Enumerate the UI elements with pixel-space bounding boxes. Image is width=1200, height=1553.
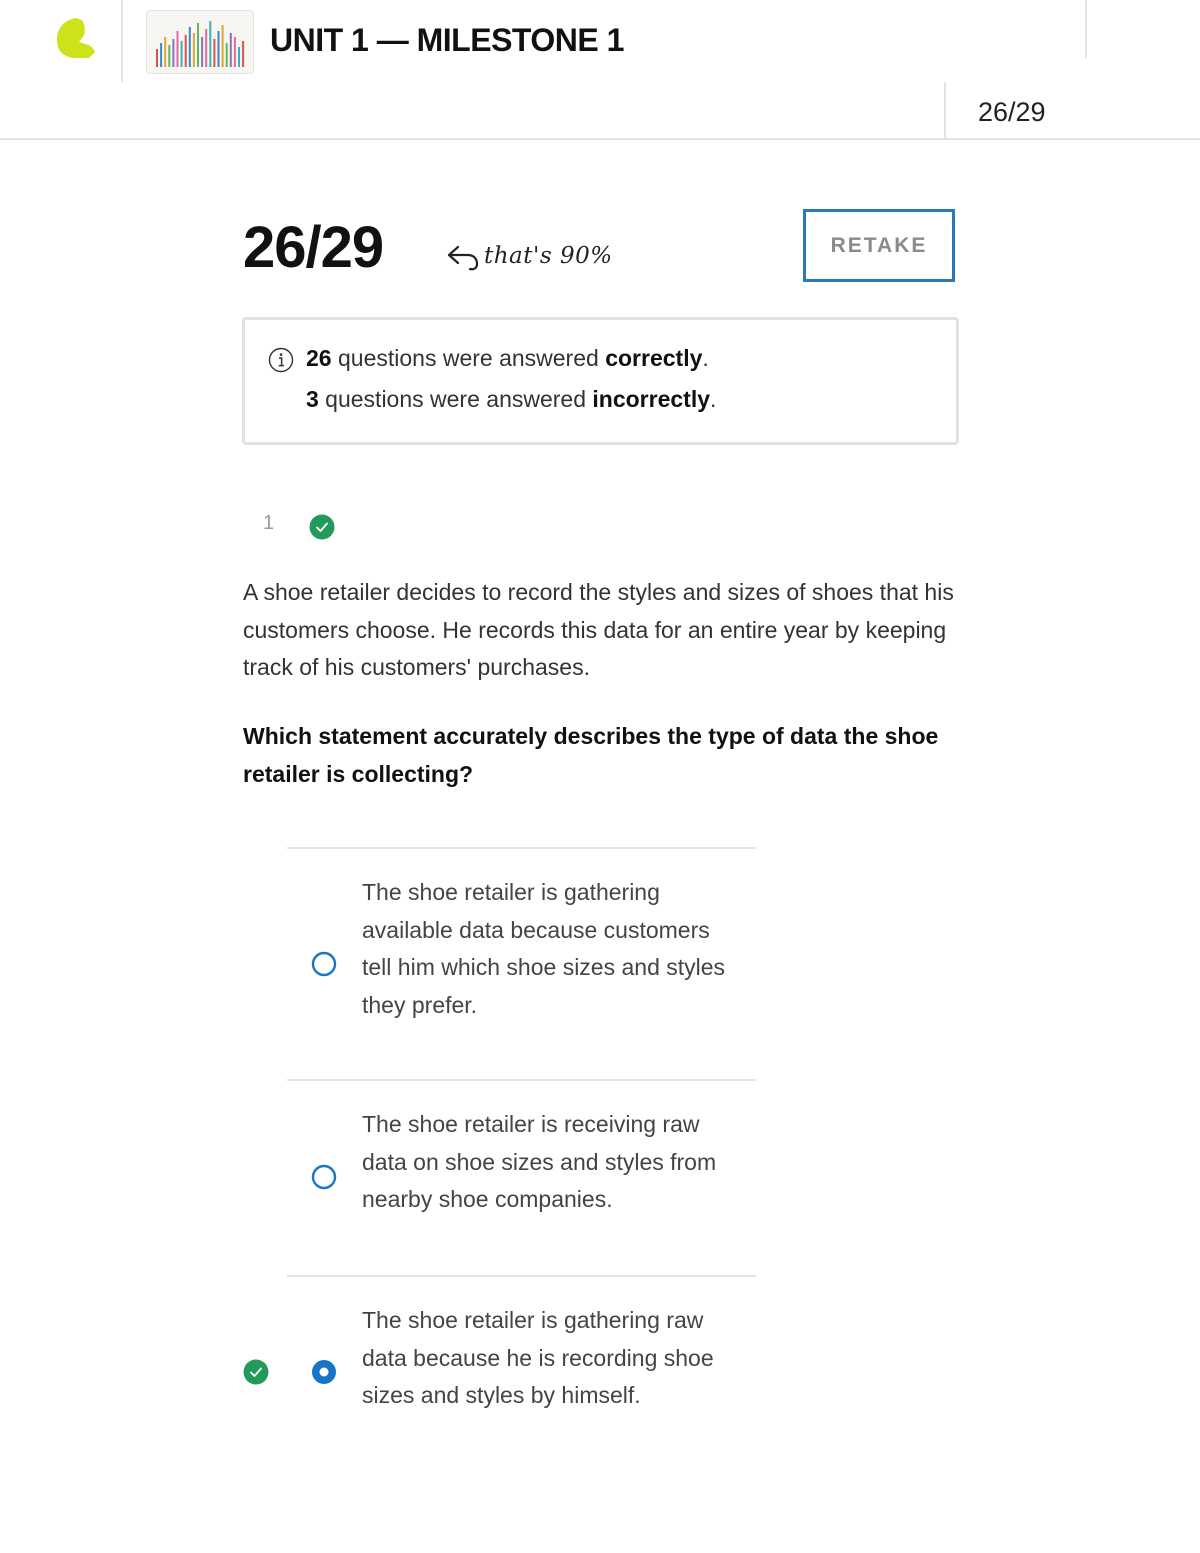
thumbnail-bar: [185, 35, 187, 67]
thumbnail-bar: [156, 49, 158, 67]
answer-option-2[interactable]: The shoe retailer is receiving raw data on shoe sizes and styles from nearby shoe companies.: [362, 1111, 717, 1212]
incorrect-word: incorrectly: [592, 386, 711, 412]
thumbnail-bar: [160, 43, 162, 67]
answer-divider: [287, 1079, 756, 1081]
question-stem: A shoe retailer decides to record the styles and sizes of shoes that his customers choose. He records this data for an entire year by keeping track of his customers' purchases.: [243, 579, 954, 680]
header-divider-left: [121, 0, 123, 82]
thumbnail-bar: [226, 43, 228, 67]
curved-arrow-icon: [446, 242, 480, 272]
thumbnail-bar: [164, 37, 166, 67]
correct-check-icon: [309, 514, 335, 540]
correct-count: 26: [306, 345, 332, 371]
header-divider-right: [1085, 0, 1087, 58]
answer-option-1[interactable]: The shoe retailer is gathering available data because customers tell him which shoe sizes and styles they prefer.: [362, 879, 726, 1018]
thumbnail-bar: [193, 33, 195, 67]
thumbnail-bar: [181, 41, 183, 67]
percent-note: that's 90%: [484, 243, 613, 269]
page-title: UNIT 1 — MILESTONE 1: [270, 22, 624, 58]
thumbnail-bar: [218, 31, 220, 67]
summary-text: questions were answered: [318, 386, 593, 412]
thumbnail-bar: [201, 37, 203, 67]
course-thumbnail: [146, 10, 254, 74]
thumbnail-bar: [189, 27, 191, 67]
thumbnail-bar: [230, 33, 232, 67]
answer-divider: [287, 1275, 756, 1277]
sophia-logo-icon[interactable]: [55, 16, 97, 60]
thumbnail-bar: [242, 41, 244, 67]
summary-text: questions were answered: [331, 345, 606, 371]
score-divider: [944, 82, 946, 138]
thumbnail-bar: [209, 21, 211, 67]
answer-divider: [287, 847, 756, 849]
thumbnail-bar: [172, 39, 174, 67]
thumbnail-bars-image: [147, 11, 253, 73]
thumbnail-bar: [213, 39, 215, 67]
thumbnail-bar: [177, 31, 179, 67]
header-score: 26/29: [978, 97, 1046, 127]
question-prompt: Which statement accurately describes the type of data the shoe retailer is collecting?: [243, 723, 939, 787]
radio-unselected-icon[interactable]: [311, 1164, 337, 1190]
summary-incorrect-line: [306, 386, 716, 413]
info-icon: [268, 347, 294, 373]
period: .: [702, 345, 709, 371]
header-bottom-border: [0, 138, 1200, 140]
thumbnail-bar: [238, 47, 240, 67]
thumbnail-bar: [197, 23, 199, 67]
correct-answer-check-icon: [243, 1359, 269, 1385]
result-score: 26/29: [243, 215, 384, 280]
thumbnail-bar: [234, 37, 236, 67]
answer-option-3[interactable]: The shoe retailer is gathering raw data because he is recording shoe sizes and styles by himself.: [362, 1307, 714, 1408]
summary-correct-line: [306, 345, 709, 372]
thumbnail-bar: [168, 45, 170, 67]
radio-unselected-icon[interactable]: [311, 951, 337, 977]
result-summary-box: [242, 317, 959, 445]
question-number: 1: [263, 512, 275, 534]
thumbnail-bar: [205, 29, 207, 67]
period: .: [710, 386, 717, 412]
correct-word: correctly: [605, 345, 703, 371]
retake-button[interactable]: RETAKE: [803, 209, 955, 282]
thumbnail-bar: [222, 25, 224, 67]
radio-selected-icon[interactable]: [311, 1359, 337, 1385]
incorrect-count: 3: [306, 386, 319, 412]
